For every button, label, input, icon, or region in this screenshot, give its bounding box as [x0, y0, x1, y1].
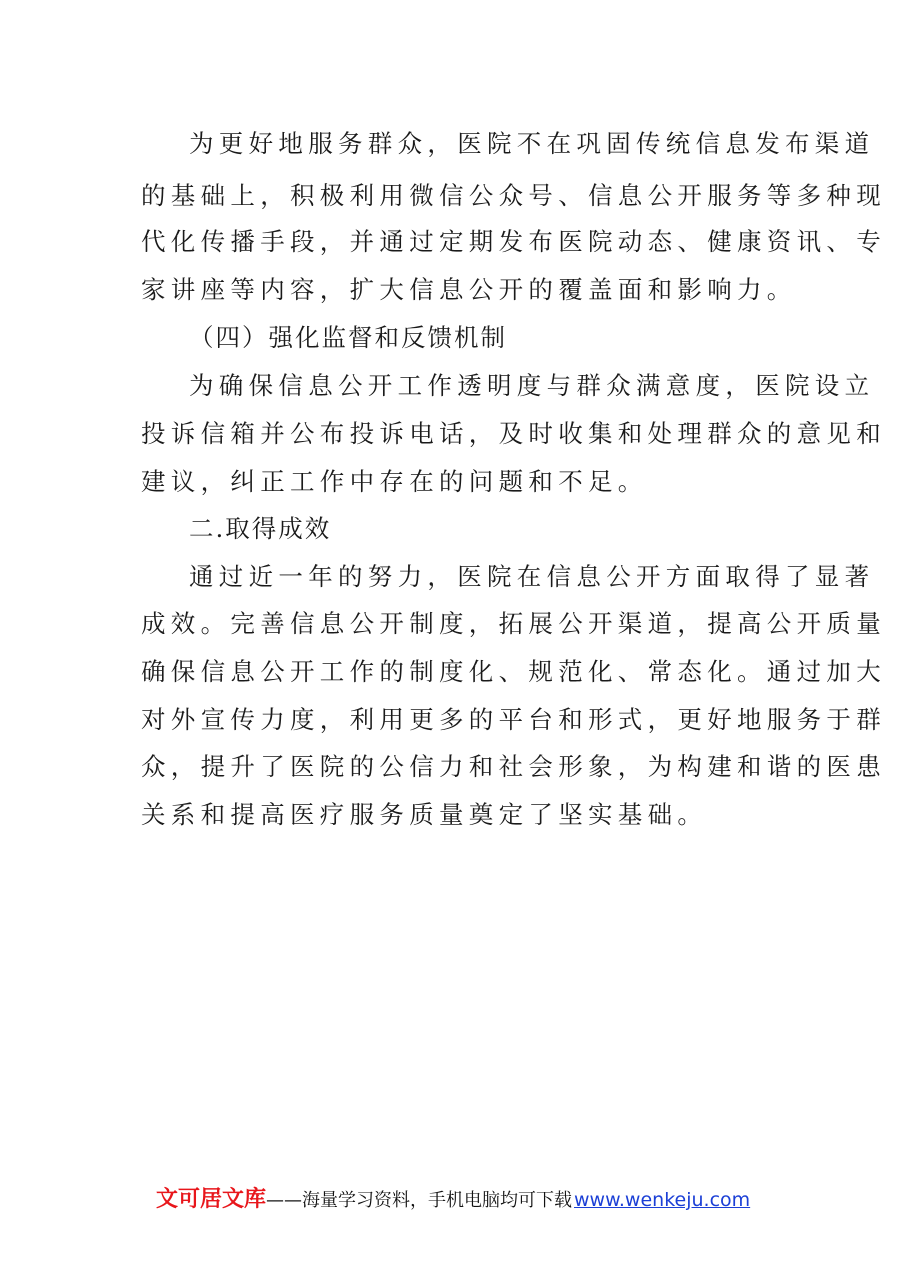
footer-slogan: ——海量学习资料，手机电脑均可下载 [266, 1190, 573, 1211]
paragraph-line: 的基础上，积极利用微信公众号、信息公开服务等多种现 [141, 181, 886, 210]
section-heading: 二.取得成效 [189, 514, 332, 543]
paragraph-line: 为确保信息公开工作透明度与群众满意度，医院设立 [189, 371, 875, 400]
paragraph-line: 关系和提高医疗服务质量奠定了坚实基础。 [141, 800, 708, 829]
section-heading: （四）强化监督和反馈机制 [189, 323, 507, 352]
brand-name: 文可居文库 [156, 1187, 267, 1212]
footer-banner [156, 1182, 750, 1213]
paragraph-line: 为更好地服务群众，医院不在巩固传统信息发布渠道 [189, 129, 875, 158]
paragraph-line: 对外宣传力度，利用更多的平台和形式，更好地服务于群 [141, 705, 886, 734]
paragraph-line: 建议，纠正工作中存在的问题和不足。 [141, 467, 648, 496]
paragraph-line: 成效。完善信息公开制度，拓展公开渠道，提高公开质量 [141, 609, 886, 638]
website-link[interactable]: www.wenkeju.com [574, 1189, 751, 1211]
paragraph-line: 通过近一年的努力，医院在信息公开方面取得了显著 [189, 562, 875, 591]
paragraph-line: 家讲座等内容，扩大信息公开的覆盖面和影响力。 [141, 275, 797, 304]
paragraph-line: 投诉信箱并公布投诉电话，及时收集和处理群众的意见和 [141, 419, 886, 448]
paragraph-line: 代化传播手段，并通过定期发布医院动态、健康资讯、专 [141, 227, 886, 256]
paragraph-line: 确保信息公开工作的制度化、规范化、常态化。通过加大 [141, 657, 886, 686]
paragraph-line: 众，提升了医院的公信力和社会形象，为构建和谐的医患 [141, 752, 886, 781]
